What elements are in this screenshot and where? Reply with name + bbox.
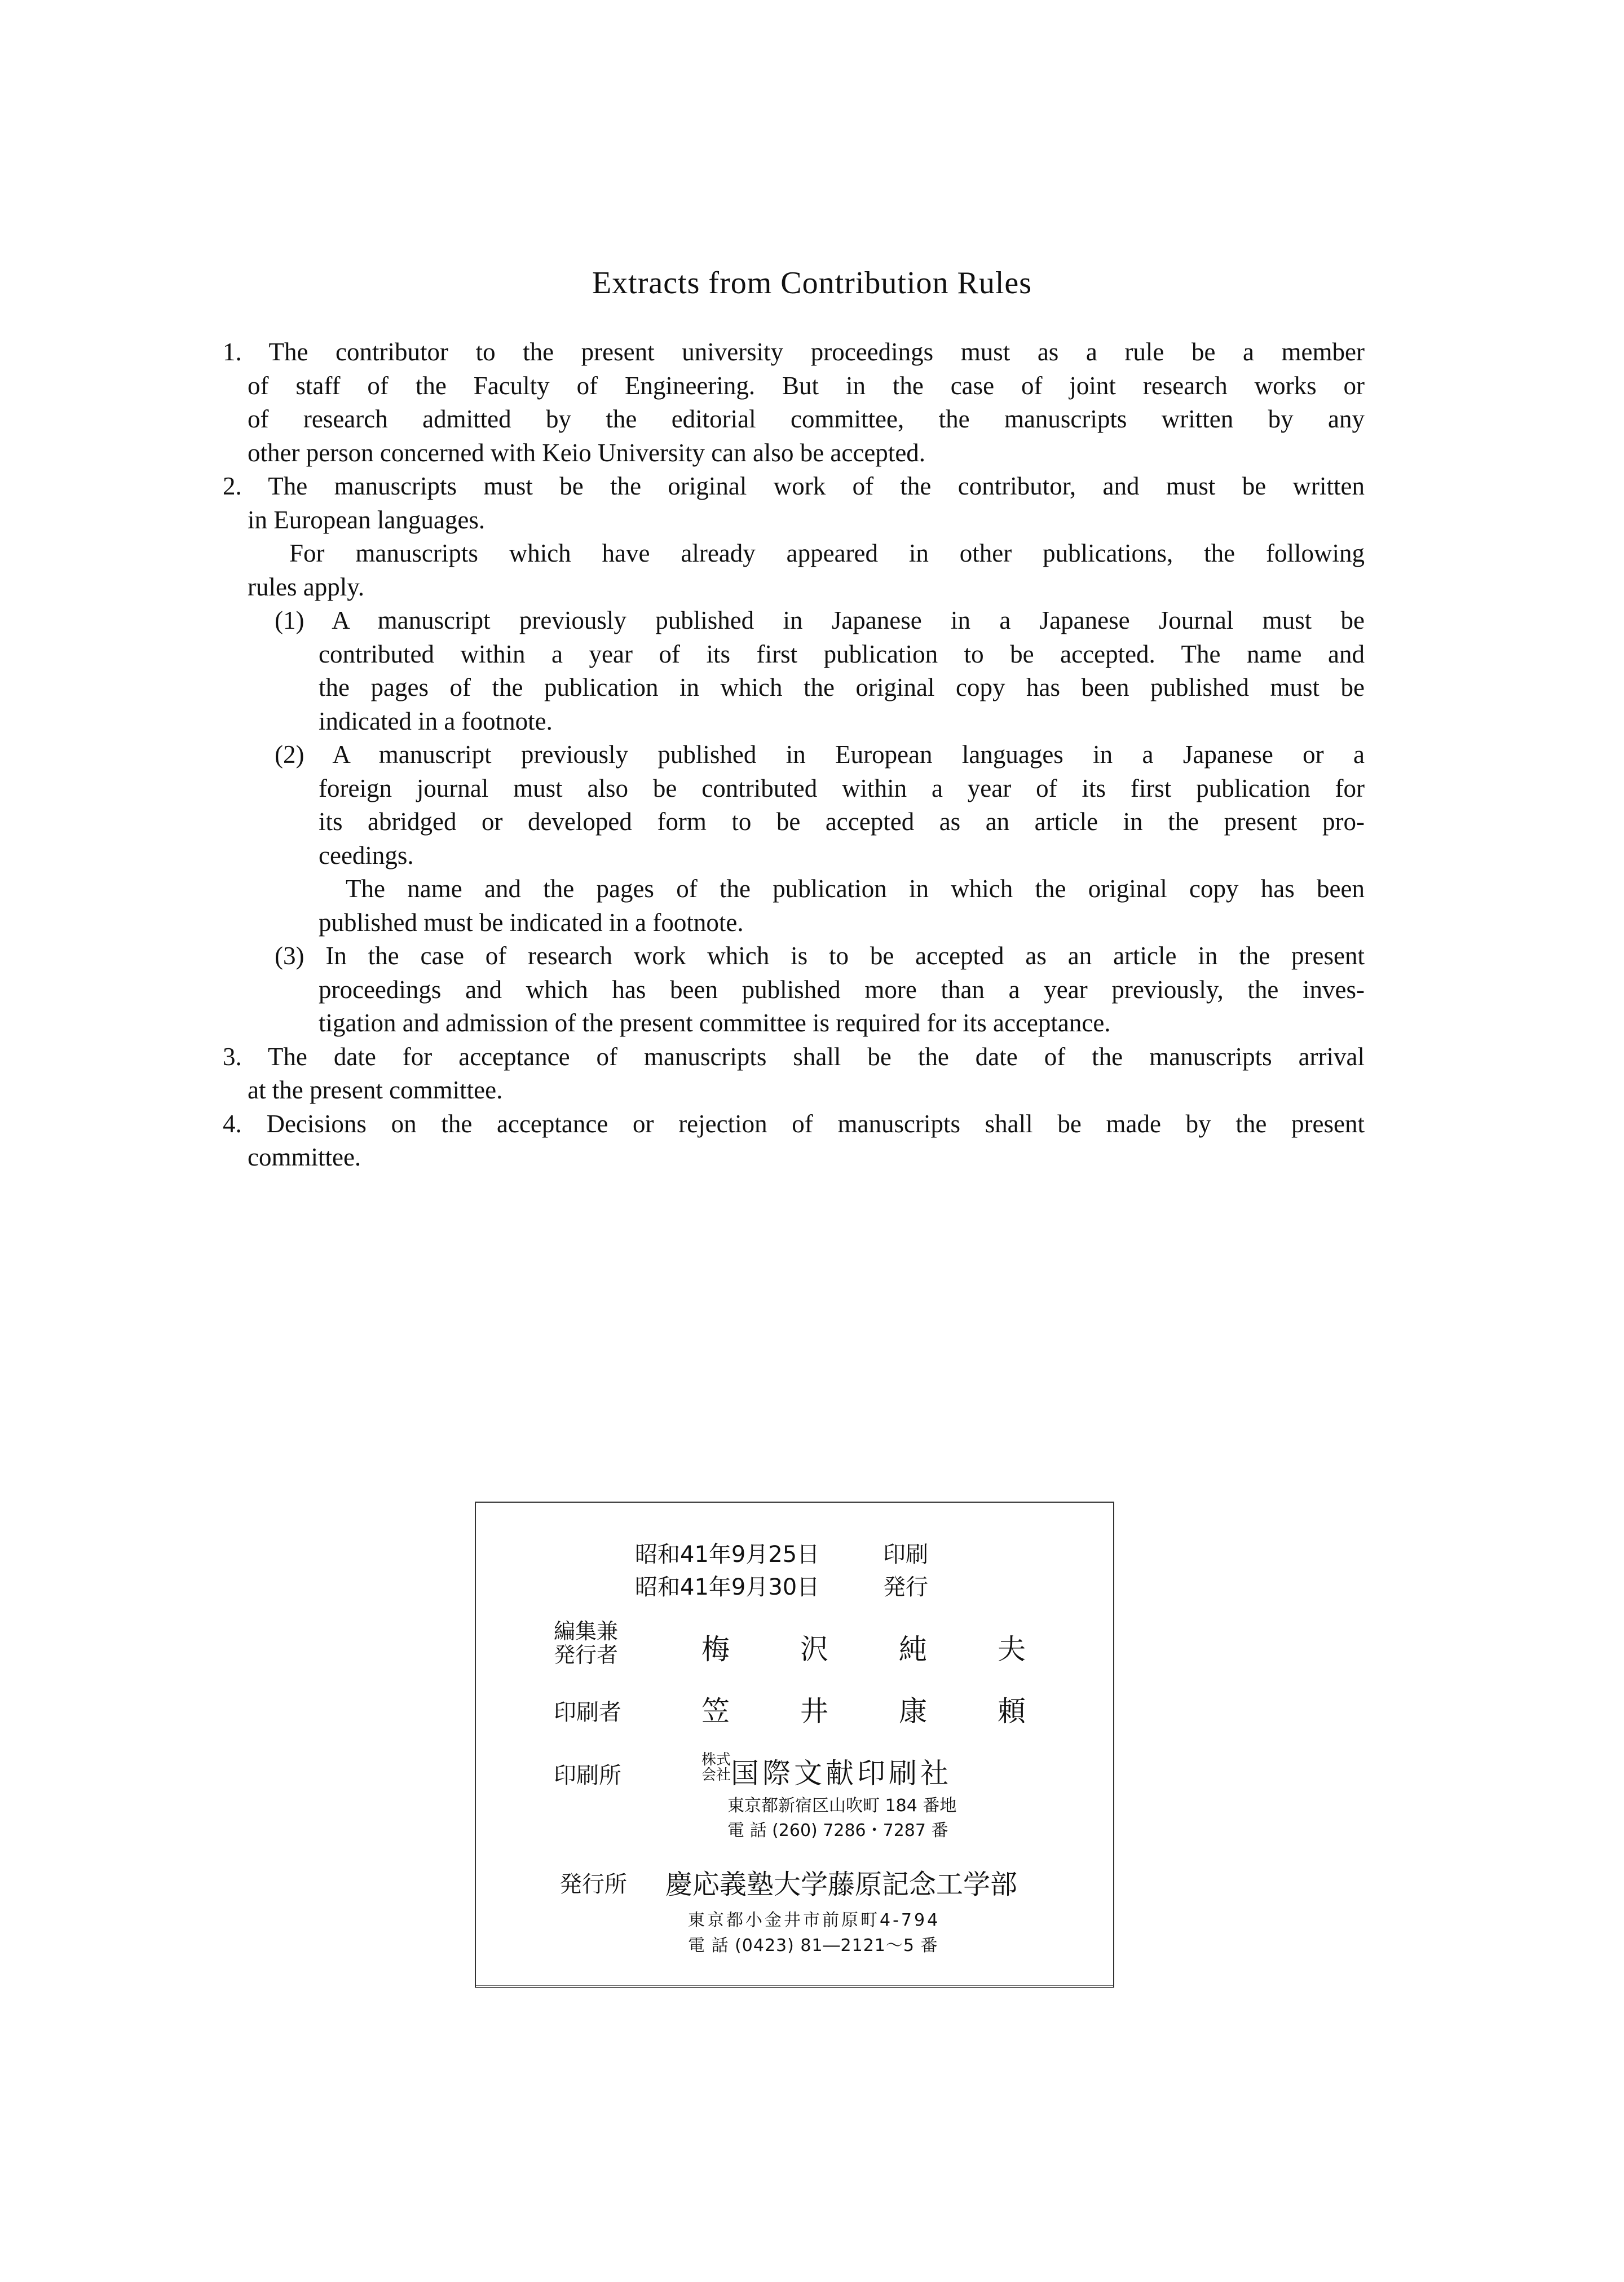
rule-line: proceedings and which has been published more than a year previously, the inves- bbox=[319, 975, 1365, 1004]
rule-line: published must be indicated in a footnote. bbox=[319, 908, 744, 937]
editor-label: 編集兼 発行者 bbox=[554, 1619, 619, 1667]
publisher-label: 発行所 bbox=[559, 1871, 627, 1897]
rule-line: committee. bbox=[248, 1143, 361, 1171]
issued-date: 昭和41年9月30日 bbox=[635, 1574, 820, 1600]
rule-line: foreign journal must also be contributed within a year of its first publication for bbox=[319, 774, 1365, 802]
colophon-bottom-rule bbox=[475, 1985, 1114, 1988]
press-label: 印刷所 bbox=[554, 1763, 621, 1789]
rule-line: rules apply. bbox=[248, 572, 365, 601]
rule-line: For manuscripts which have already appeared in other publications, the following bbox=[289, 539, 1365, 567]
printer-label: 印刷者 bbox=[554, 1700, 621, 1725]
rule-line: 1. The contributor to the present university proceedings must as a rule be a member bbox=[223, 338, 1365, 366]
editor-name: 梅 沢 純 夫 bbox=[701, 1633, 1026, 1666]
press-name: 国際文献印刷社 bbox=[731, 1757, 952, 1790]
rule-line: contributed within a year of its first publication to be accepted. The name and bbox=[319, 639, 1365, 668]
rule-line: other person concerned with Keio University can also be accepted. bbox=[248, 438, 926, 467]
rule-line: ceedings. bbox=[319, 841, 414, 869]
publisher-address: 東京都小金井市前原町4-794 bbox=[688, 1910, 941, 1930]
rule-line: The name and the pages of the publication in which the original copy has been bbox=[346, 875, 1365, 903]
press-address: 東京都新宿区山吹町 184 番地 bbox=[727, 1796, 957, 1816]
publisher-phone: 電 話 (0423) 81―2121〜5 番 bbox=[688, 1936, 938, 1956]
rule-line: tigation and admission of the present committee is required for its acceptance. bbox=[319, 1009, 1111, 1037]
printer-name: 笠 井 康 頼 bbox=[701, 1695, 1026, 1728]
publisher-name: 慶応義塾大学藤原記念工学部 bbox=[665, 1869, 1018, 1900]
rule-line: of staff of the Faculty of Engineering. But in the case of joint research works or bbox=[248, 371, 1365, 400]
rule-line: 2. The manuscripts must be the original work of the contributor, and must be written bbox=[223, 472, 1365, 500]
press-prefix: 株式 会社 bbox=[701, 1751, 731, 1784]
rule-line: its abridged or developed form to be accepted as an article in the present pro- bbox=[319, 807, 1365, 836]
rule-line: at the present committee. bbox=[248, 1076, 503, 1104]
rule-line: 4. Decisions on the acceptance or rejection of manuscripts shall be made by the present bbox=[223, 1109, 1365, 1138]
rule-line: 3. The date for acceptance of manuscripts shall be the date of the manuscripts arrival bbox=[223, 1042, 1365, 1071]
rules-list bbox=[223, 336, 1365, 1175]
page-title: Extracts from Contribution Rules bbox=[592, 266, 1032, 301]
rule-line: in European languages. bbox=[248, 505, 486, 534]
rule-line: indicated in a footnote. bbox=[319, 707, 553, 735]
press-phone: 電 話 (260) 7286・7287 番 bbox=[727, 1821, 948, 1840]
rule-line: (3) In the case of research work which is to be accepted as an article in the present bbox=[275, 942, 1365, 970]
rule-line: (1) A manuscript previously published in Japanese in a Japanese Journal must be bbox=[275, 606, 1365, 634]
colophon-box bbox=[475, 1502, 1114, 1988]
rule-line: (2) A manuscript previously published in European languages in a Japanese or a bbox=[275, 740, 1365, 769]
rule-line: of research admitted by the editorial committee, the manuscripts written by any bbox=[248, 405, 1365, 433]
rule-line: the pages of the publication in which the original copy has been published must be bbox=[319, 673, 1365, 701]
printed-label: 印刷 bbox=[883, 1542, 928, 1568]
printed-date: 昭和41年9月25日 bbox=[635, 1542, 820, 1568]
issued-label: 発行 bbox=[883, 1574, 928, 1600]
